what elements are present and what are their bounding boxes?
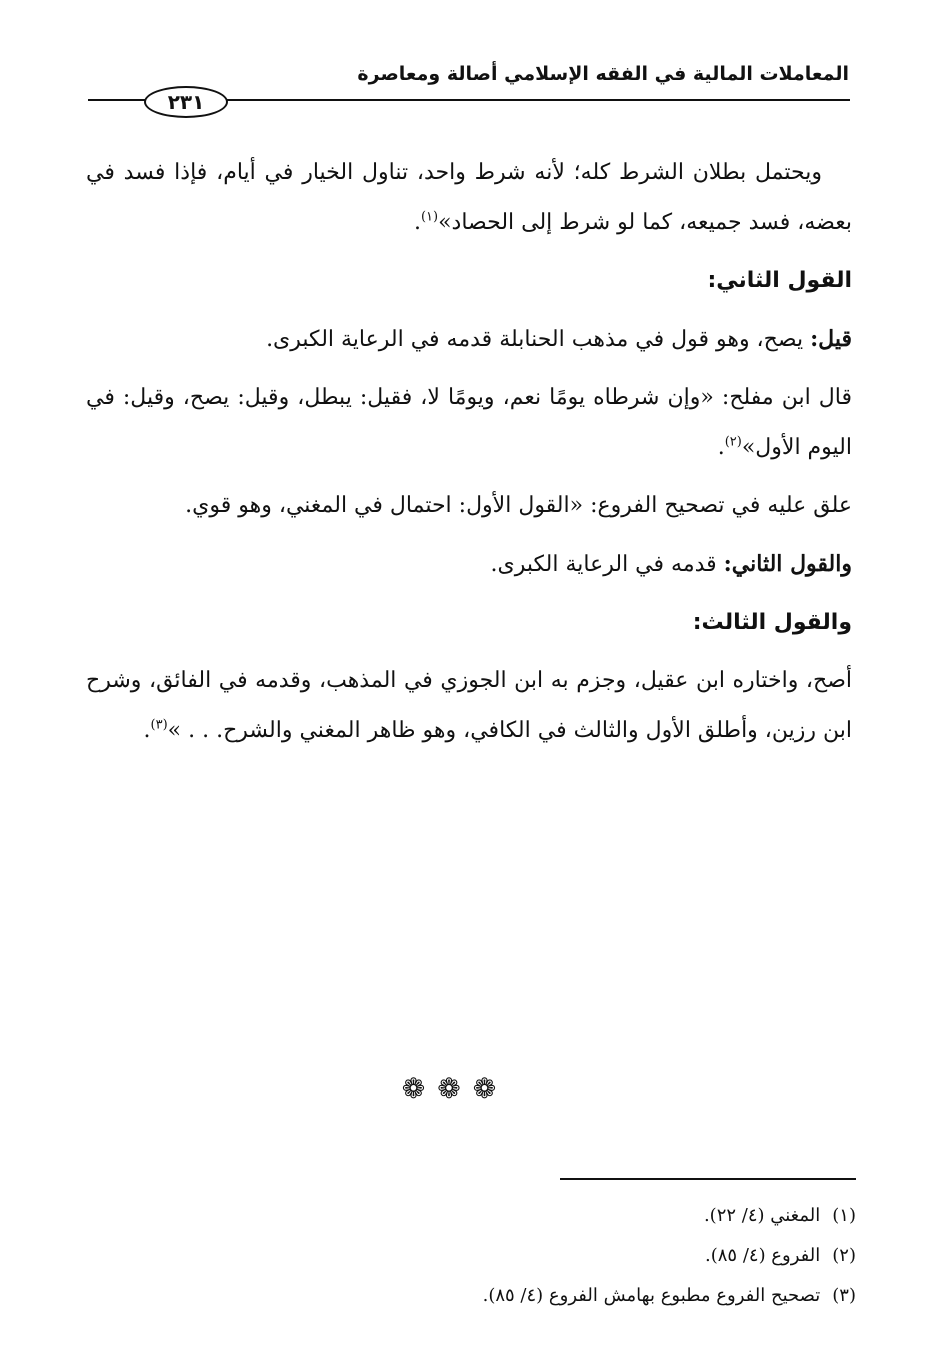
paragraph-6: أصح، واختاره ابن عقيل، وجزم به ابن الجوزي في المذهب، وقدمه في الفائق، وشرح ابن رزين، وأطلق الأول والثالث في الكافي، وهو ظاهر المغني والشرح. . . »$^{(٣)}$. (86, 668, 852, 743)
main-text (86, 148, 852, 764)
footnote-rule (560, 1178, 856, 1180)
footnotes (300, 1196, 856, 1316)
footnote-ref-1: (١) (420, 209, 439, 225)
paragraph-3: قال ابن مفلح: «وإن شرطاه يومًا نعم، ويومًا لا، فقيل: يبطل، وقيل: يصح، وقيل: في اليوم الأول»$^{(٢)}$. (86, 385, 852, 460)
paragraph-4: علق عليه في تصحيح الفروع: «القول الأول: احتمال في المغني، وهو قوي. (185, 493, 852, 518)
footnote-ref-2: (٢) (724, 434, 742, 450)
section-heading-third-opinion: والقول الثالث: (692, 610, 852, 635)
running-header-title: المعاملات المالية في الفقه الإسلامي أصالة ومعاصرة (357, 63, 849, 85)
footnote-item: (٢)الفروع (٤/ ٨٥). (705, 1245, 856, 1266)
paragraph-2: قيل: يصح، وهو قول في مذهب الحنابلة قدمه في الرعاية الكبرى. (266, 326, 852, 352)
page-number: ٢٣١ (144, 86, 228, 118)
footnote-ref-3: (٣) (150, 717, 168, 733)
section-heading-second-opinion: القول الثاني: (707, 268, 852, 293)
paragraph-5: والقول الثاني: قدمه في الرعاية الكبرى. (490, 551, 852, 577)
ornament-divider-icon: ❁❁❁ (401, 1072, 509, 1105)
paragraph-1: ويحتمل بطلان الشرط كله؛ لأنه شرط واحد، تناول الخيار في أيام، فإذا فسد في بعضه، فسد جميعه، كما لو شرط إلى الحصاد»$^{(١)}$. (86, 160, 852, 235)
footnote-item: (١)المغني (٤/ ٢٢). (703, 1205, 856, 1226)
footnote-item: (٣)تصحيح الفروع مطبوع بهامش الفروع (٤/ ٨٥). (482, 1285, 856, 1306)
